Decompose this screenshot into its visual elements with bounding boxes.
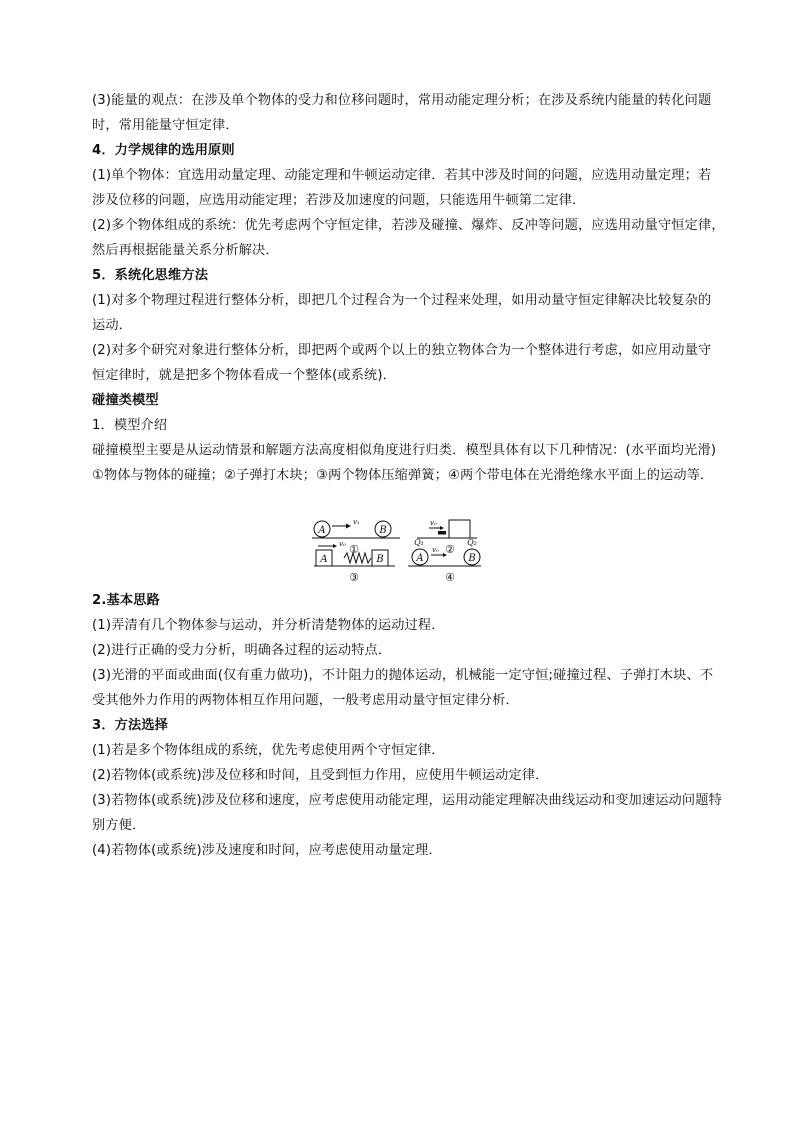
ball-a-label: A	[318, 525, 326, 536]
bullet	[438, 531, 446, 535]
paragraph-line: (1)弄清有几个物体参与运动，并分析清楚物体的运动过程．	[92, 618, 445, 633]
paragraph-line: (1)单个物体：宜选用动量定理、动能定理和牛顿运动定律．若其中涉及时间的问题，应选用动量定理；若	[92, 168, 712, 183]
velocity-0-bullet-label: v₀	[430, 519, 437, 527]
charge-body-a-label: A	[416, 553, 424, 564]
paragraph-line: (2)多个物体组成的系统：优先考虑两个守恒定律，若涉及碰撞、爆炸、反冲等问题，应选用动量守恒定律，	[92, 218, 725, 233]
wood-block	[449, 520, 470, 538]
paragraph-line: 碰撞模型主要是从运动情景和解题方法高度相似角度进行归类．模型具体有以下几种情况：(水平面均光滑)	[92, 443, 717, 458]
section-heading: 4．力学规律的选用原则	[92, 143, 235, 158]
text-block-top	[92, 90, 732, 486]
paragraph-line: 1．模型介绍	[92, 418, 168, 433]
section-heading: 碰撞类模型	[92, 393, 159, 408]
paragraph-line: 别方便．	[92, 818, 146, 833]
paragraph-line: 恒定律时，就是把多个物体看成一个整体(或系统)．	[92, 368, 397, 383]
section-heading: 3．方法选择	[92, 718, 169, 733]
paragraph-line: (1)若是多个物体组成的系统，优先考虑使用两个守恒定律．	[92, 743, 445, 758]
section-heading: 2.基本思路	[92, 593, 160, 608]
paragraph-line: 时，常用能量守恒定律．	[92, 118, 239, 133]
velocity-arrowhead-spring	[333, 544, 337, 548]
paragraph-line: ①物体与物体的碰撞；②子弹打木块；③两个物体压缩弹簧；④两个带电体在光滑绝缘水平面上的运动等．	[92, 468, 714, 483]
collision-diagram	[92, 490, 732, 582]
velocity-arrowhead-a	[346, 524, 351, 529]
paragraph-line: (2)进行正确的受力分析，明确各过程的运动特点．	[92, 643, 392, 658]
paragraph-line: (3)若物体(或系统)涉及位移和速度，应考虑使用动能定理，运用动能定理解决曲线运动和变加速运动问题特	[92, 793, 722, 808]
document-page	[92, 90, 732, 865]
paragraph-line: (4)若物体(或系统)涉及速度和时间，应考虑使用动量定理．	[92, 843, 442, 858]
paragraph-line: 涉及位移的问题，应选用动能定理；若涉及加速度的问题，只能选用牛顿第二定律．	[92, 193, 586, 208]
ball-b-label: B	[379, 525, 387, 536]
paragraph-line: 运动．	[92, 318, 133, 333]
paragraph-line: (3)光滑的平面或曲面(仅有重力做功)，不计阻力的抛体运动，机械能一定守恒;碰撞过程、子弹打木块、不	[92, 668, 714, 683]
diagram-label-3: ③	[349, 571, 359, 582]
paragraph-line: 然后再根据能量关系分析解决．	[92, 243, 279, 258]
velocity-a-label: v₁	[353, 518, 360, 526]
charge-2-label: Q₂	[467, 538, 477, 547]
text-block-bottom	[92, 590, 732, 861]
diagram-label-1: ①	[349, 543, 359, 556]
collision-models-figure	[92, 490, 732, 582]
paragraph-line: (2)对多个研究对象进行整体分析，即把两个或两个以上的独立物体合为一个整体进行考虑，如应用动量守	[92, 343, 712, 358]
charge-body-b-label: B	[468, 553, 476, 564]
block-b-label: B	[376, 554, 384, 565]
paragraph-line: (1)对多个物理过程进行整体分析，即把几个过程合为一个过程来处理，如用动量守恒定律解决比较复杂的	[92, 293, 712, 308]
velocity-arrowhead-bullet	[440, 526, 444, 530]
block-a-label: A	[320, 554, 328, 565]
paragraph-line: (3)能量的观点：在涉及单个物体的受力和位移问题时，常用动能定理分析；在涉及系统内能量的转化问题	[92, 93, 712, 108]
paragraph-line: 受其他外力作用的两物体相互作用问题，一般考虑用动量守恒定律分析．	[92, 693, 519, 708]
diagram-label-2: ②	[445, 543, 455, 556]
velocity-0-spring-label: v₀	[339, 540, 346, 548]
diagram-label-4: ④	[445, 571, 455, 582]
charge-1-label: Q₁	[414, 538, 424, 547]
section-heading: 5．系统化思维方法	[92, 268, 209, 283]
paragraph-line: (2)若物体(或系统)涉及位移和时间，且受到恒力作用，应使用牛顿运动定律．	[92, 768, 549, 783]
velocity-0-charge-label: v₀	[432, 546, 439, 554]
